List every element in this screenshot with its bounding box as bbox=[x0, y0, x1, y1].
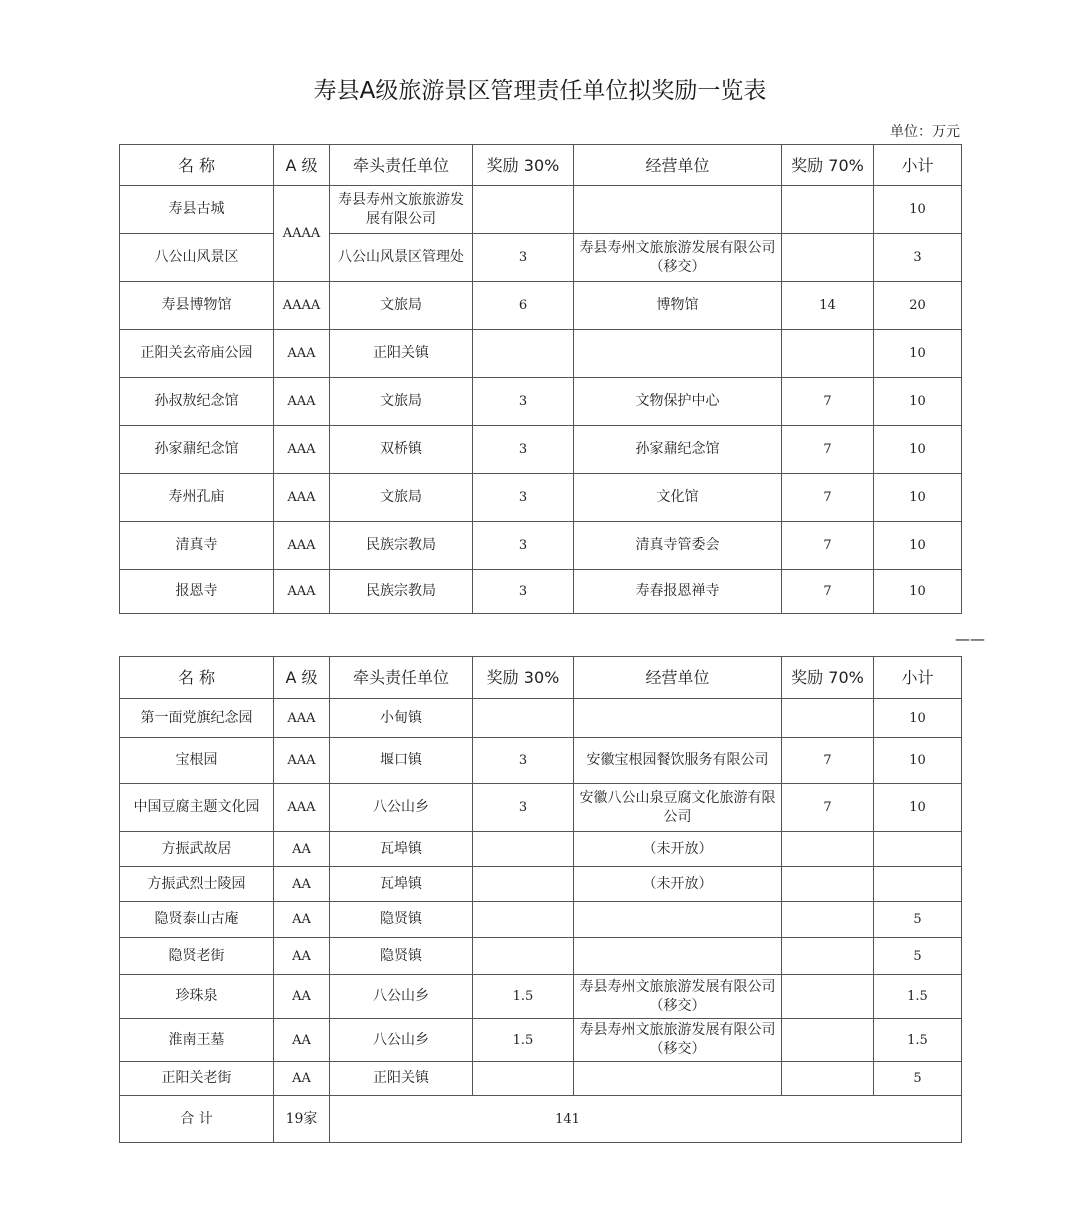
table-row bbox=[120, 474, 962, 522]
cell-operator: 清真寺管委会 bbox=[574, 522, 782, 570]
cell-reward-30: 3 bbox=[473, 234, 574, 282]
cell-level: AA bbox=[274, 902, 330, 938]
cell-name: 珍珠泉 bbox=[120, 975, 274, 1019]
cell-subtotal: 10 bbox=[874, 378, 962, 426]
cell-reward-30: 1.5 bbox=[473, 1019, 574, 1062]
cell-subtotal: 10 bbox=[874, 522, 962, 570]
cell-operator: 文物保护中心 bbox=[574, 378, 782, 426]
table-row bbox=[120, 378, 962, 426]
cell-name: 宝根园 bbox=[120, 738, 274, 784]
cell-reward-70: 7 bbox=[782, 738, 874, 784]
cell-operator bbox=[574, 186, 782, 234]
cell-level: AAA bbox=[274, 738, 330, 784]
cell-reward-70 bbox=[782, 902, 874, 938]
header-reward-30: 奖励 30% bbox=[473, 145, 574, 186]
cell-level: AA bbox=[274, 1062, 330, 1096]
header-level: A 级 bbox=[274, 145, 330, 186]
cell-reward-30: 3 bbox=[473, 570, 574, 614]
table-row bbox=[120, 426, 962, 474]
cell-name: 孙叔敖纪念馆 bbox=[120, 378, 274, 426]
cell-reward-70 bbox=[782, 234, 874, 282]
cell-lead-unit: 八公山乡 bbox=[330, 1019, 473, 1062]
cell-operator bbox=[574, 938, 782, 975]
cell-name: 寿州孔庙 bbox=[120, 474, 274, 522]
cell-subtotal: 10 bbox=[874, 186, 962, 234]
cell-reward-30: 3 bbox=[473, 474, 574, 522]
cell-name: 正阳关玄帝庙公园 bbox=[120, 330, 274, 378]
cell-reward-30: 3 bbox=[473, 784, 574, 832]
cell-name: 淮南王墓 bbox=[120, 1019, 274, 1062]
table-row bbox=[120, 867, 962, 902]
table-row bbox=[120, 1019, 962, 1062]
cell-lead-unit: 堰口镇 bbox=[330, 738, 473, 784]
cell-reward-30 bbox=[473, 699, 574, 738]
header-reward-70: 奖励 70% bbox=[782, 145, 874, 186]
cell-level: AAA bbox=[274, 426, 330, 474]
table-row bbox=[120, 522, 962, 570]
cell-operator: （未开放） bbox=[574, 867, 782, 902]
cell-reward-30: 3 bbox=[473, 522, 574, 570]
cell-reward-30: 3 bbox=[473, 738, 574, 784]
cell-name: 清真寺 bbox=[120, 522, 274, 570]
cell-lead-unit: 隐贤镇 bbox=[330, 938, 473, 975]
cell-operator: （未开放） bbox=[574, 832, 782, 867]
cell-level: AAA bbox=[274, 378, 330, 426]
table-row bbox=[120, 784, 962, 832]
cell-subtotal: 10 bbox=[874, 330, 962, 378]
cell-lead-unit: 正阳关镇 bbox=[330, 1062, 473, 1096]
header-level: A 级 bbox=[274, 657, 330, 699]
cell-reward-30 bbox=[473, 186, 574, 234]
cell-level: AA bbox=[274, 832, 330, 867]
header-row bbox=[120, 657, 962, 699]
cell-reward-70 bbox=[782, 867, 874, 902]
cell-reward-30 bbox=[473, 902, 574, 938]
cell-subtotal: 5 bbox=[874, 902, 962, 938]
cell-operator bbox=[574, 1062, 782, 1096]
cell-reward-70 bbox=[782, 1062, 874, 1096]
cell-operator: 寿县寿州文旅旅游发展有限公司（移交） bbox=[574, 234, 782, 282]
header-reward-30: 奖励 30% bbox=[473, 657, 574, 699]
cell-reward-30: 3 bbox=[473, 378, 574, 426]
cell-reward-30 bbox=[473, 938, 574, 975]
cell-name: 寿县博物馆 bbox=[120, 282, 274, 330]
unit-label: 单位：万元 bbox=[890, 124, 960, 140]
cell-operator: 博物馆 bbox=[574, 282, 782, 330]
cell-subtotal: 10 bbox=[874, 784, 962, 832]
cell-reward-70: 7 bbox=[782, 474, 874, 522]
header-lead-unit: 牵头责任单位 bbox=[330, 145, 473, 186]
cell-name: 中国豆腐主题文化园 bbox=[120, 784, 274, 832]
cell-name: 正阳关老街 bbox=[120, 1062, 274, 1096]
cell-level: AAA bbox=[274, 784, 330, 832]
cell-subtotal: 5 bbox=[874, 938, 962, 975]
table-row bbox=[120, 832, 962, 867]
cell-reward-30 bbox=[473, 1062, 574, 1096]
cell-level: AAA bbox=[274, 522, 330, 570]
header-row bbox=[120, 145, 962, 186]
total-count: 19家 bbox=[274, 1096, 330, 1143]
header-lead-unit: 牵头责任单位 bbox=[330, 657, 473, 699]
cell-reward-30 bbox=[473, 330, 574, 378]
page-title: 寿县A级旅游景区管理责任单位拟奖励一览表 bbox=[313, 78, 767, 104]
cell-lead-unit: 八公山风景区管理处 bbox=[330, 234, 473, 282]
table-row bbox=[120, 234, 962, 282]
cell-subtotal: 10 bbox=[874, 474, 962, 522]
header-subtotal: 小计 bbox=[874, 657, 962, 699]
header-subtotal: 小计 bbox=[874, 145, 962, 186]
cell-operator: 安徽八公山泉豆腐文化旅游有限公司 bbox=[574, 784, 782, 832]
cell-reward-30 bbox=[473, 867, 574, 902]
cell-operator: 孙家鼐纪念馆 bbox=[574, 426, 782, 474]
cell-reward-70 bbox=[782, 330, 874, 378]
cell-reward-30 bbox=[473, 832, 574, 867]
header-reward-70: 奖励 70% bbox=[782, 657, 874, 699]
total-amount: 141 bbox=[330, 1096, 962, 1143]
reward-table-part-1 bbox=[119, 144, 962, 614]
table-row bbox=[120, 738, 962, 784]
cell-operator: 寿县寿州文旅旅游发展有限公司（移交） bbox=[574, 975, 782, 1019]
cell-subtotal: 20 bbox=[874, 282, 962, 330]
total-row bbox=[120, 1096, 962, 1143]
cell-subtotal: 5 bbox=[874, 1062, 962, 1096]
header-name: 名 称 bbox=[120, 145, 274, 186]
cell-reward-30: 3 bbox=[473, 426, 574, 474]
cell-lead-unit: 小甸镇 bbox=[330, 699, 473, 738]
table-row bbox=[120, 938, 962, 975]
cell-name: 方振武烈士陵园 bbox=[120, 867, 274, 902]
cell-lead-unit: 瓦埠镇 bbox=[330, 832, 473, 867]
header-operator: 经营单位 bbox=[574, 145, 782, 186]
cell-reward-70: 14 bbox=[782, 282, 874, 330]
cell-operator: 安徽宝根园餐饮服务有限公司 bbox=[574, 738, 782, 784]
cell-lead-unit: 文旅局 bbox=[330, 474, 473, 522]
cell-name: 隐贤泰山古庵 bbox=[120, 902, 274, 938]
header-operator: 经营单位 bbox=[574, 657, 782, 699]
table-row bbox=[120, 570, 962, 614]
cell-reward-30: 6 bbox=[473, 282, 574, 330]
cell-operator: 寿县寿州文旅旅游发展有限公司（移交） bbox=[574, 1019, 782, 1062]
cell-subtotal: 1.5 bbox=[874, 1019, 962, 1062]
cell-reward-30: 1.5 bbox=[473, 975, 574, 1019]
cell-lead-unit: 民族宗教局 bbox=[330, 522, 473, 570]
cell-subtotal bbox=[874, 832, 962, 867]
cell-subtotal bbox=[874, 867, 962, 902]
cell-operator bbox=[574, 902, 782, 938]
cell-name: 报恩寺 bbox=[120, 570, 274, 614]
cell-lead-unit: 寿县寿州文旅旅游发展有限公司 bbox=[330, 186, 473, 234]
table-row bbox=[120, 1062, 962, 1096]
cell-operator bbox=[574, 330, 782, 378]
cell-name: 孙家鼐纪念馆 bbox=[120, 426, 274, 474]
cell-level: AA bbox=[274, 1019, 330, 1062]
table-row bbox=[120, 975, 962, 1019]
page-break-mark: —— bbox=[955, 630, 985, 648]
cell-lead-unit: 隐贤镇 bbox=[330, 902, 473, 938]
total-label: 合 计 bbox=[120, 1096, 274, 1143]
reward-table-part-2 bbox=[119, 656, 962, 1143]
header-name: 名 称 bbox=[120, 657, 274, 699]
cell-level: AAAA bbox=[274, 186, 330, 282]
table-row bbox=[120, 699, 962, 738]
cell-subtotal: 10 bbox=[874, 426, 962, 474]
cell-lead-unit: 双桥镇 bbox=[330, 426, 473, 474]
cell-subtotal: 3 bbox=[874, 234, 962, 282]
cell-name: 八公山风景区 bbox=[120, 234, 274, 282]
cell-subtotal: 10 bbox=[874, 570, 962, 614]
table-row bbox=[120, 330, 962, 378]
cell-operator bbox=[574, 699, 782, 738]
cell-reward-70 bbox=[782, 975, 874, 1019]
cell-lead-unit: 正阳关镇 bbox=[330, 330, 473, 378]
cell-reward-70 bbox=[782, 1019, 874, 1062]
cell-lead-unit: 文旅局 bbox=[330, 282, 473, 330]
table-row bbox=[120, 902, 962, 938]
cell-reward-70: 7 bbox=[782, 784, 874, 832]
cell-lead-unit: 瓦埠镇 bbox=[330, 867, 473, 902]
cell-reward-70 bbox=[782, 832, 874, 867]
cell-reward-70 bbox=[782, 699, 874, 738]
cell-reward-70: 7 bbox=[782, 522, 874, 570]
cell-subtotal: 1.5 bbox=[874, 975, 962, 1019]
cell-reward-70: 7 bbox=[782, 426, 874, 474]
cell-subtotal: 10 bbox=[874, 699, 962, 738]
cell-lead-unit: 民族宗教局 bbox=[330, 570, 473, 614]
table-row bbox=[120, 282, 962, 330]
cell-lead-unit: 八公山乡 bbox=[330, 975, 473, 1019]
cell-level: AAA bbox=[274, 570, 330, 614]
cell-operator: 文化馆 bbox=[574, 474, 782, 522]
cell-level: AAA bbox=[274, 699, 330, 738]
cell-lead-unit: 八公山乡 bbox=[330, 784, 473, 832]
cell-level: AAA bbox=[274, 474, 330, 522]
cell-lead-unit: 文旅局 bbox=[330, 378, 473, 426]
cell-subtotal: 10 bbox=[874, 738, 962, 784]
cell-operator: 寿春报恩禅寺 bbox=[574, 570, 782, 614]
cell-level: AAA bbox=[274, 330, 330, 378]
cell-name: 第一面党旗纪念园 bbox=[120, 699, 274, 738]
cell-name: 方振武故居 bbox=[120, 832, 274, 867]
cell-reward-70: 7 bbox=[782, 378, 874, 426]
cell-level: AA bbox=[274, 938, 330, 975]
cell-reward-70 bbox=[782, 938, 874, 975]
cell-level: AA bbox=[274, 975, 330, 1019]
table-row bbox=[120, 186, 962, 234]
cell-level: AA bbox=[274, 867, 330, 902]
cell-name: 寿县古城 bbox=[120, 186, 274, 234]
cell-reward-70: 7 bbox=[782, 570, 874, 614]
cell-name: 隐贤老街 bbox=[120, 938, 274, 975]
cell-reward-70 bbox=[782, 186, 874, 234]
cell-level: AAAA bbox=[274, 282, 330, 330]
